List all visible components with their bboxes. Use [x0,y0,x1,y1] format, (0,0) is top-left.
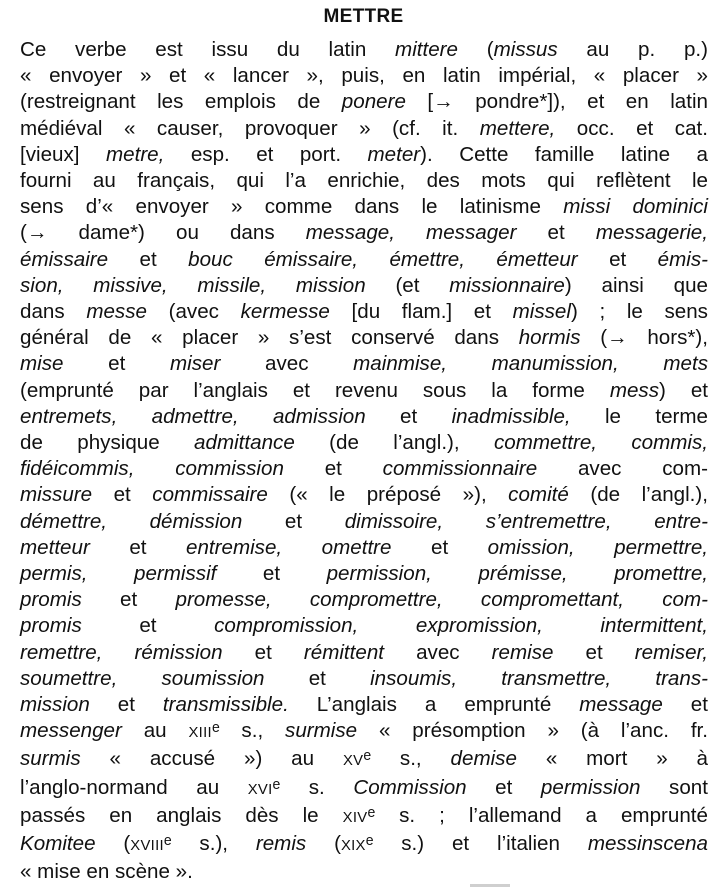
italic-term: hormis [518,326,581,350]
text-segment: « mise en scène ». [20,860,193,884]
text-line [20,194,708,220]
text-line [20,404,708,430]
italic-term: permis, permissif [20,562,217,586]
italic-term: remis [255,832,307,856]
text-segment: (→ hors*), [580,326,708,350]
text-segment: sont [640,775,708,799]
text-segment: et [516,221,596,245]
italic-term: soumettre, soumission [20,666,265,690]
text-segment: ᵉ s. [272,775,354,799]
italic-term: entremise, omettre [186,535,392,559]
text-segment: et [63,352,170,376]
text-line [20,220,708,246]
italic-term: messenger [20,719,122,743]
text-segment: occ. et cat. [555,116,708,140]
text-segment: ( [306,832,341,856]
page-edge-mark [470,884,510,887]
text-line [20,640,708,666]
text-segment: « présomption » (à l’anc. fr. [357,719,708,743]
text-line [20,378,708,404]
text-line [20,509,708,535]
italic-term: émis- [657,247,708,271]
text-line [20,535,708,561]
italic-term: metteur [20,535,90,559]
italic-term: missel [512,300,571,324]
text-segment: « accusé ») au [80,747,343,771]
italic-term: permission, prémisse, promettre, [326,562,708,586]
century-numeral: XVIII [130,838,164,855]
text-segment: (emprunté par l’anglais et revenu sous la forme [20,378,610,402]
text-segment: et [662,693,708,717]
text-line [20,299,708,325]
text-segment: et [222,640,304,664]
italic-term: comité [508,483,569,507]
italic-term: messagerie, [595,221,708,245]
text-line [20,273,708,299]
text-line [20,859,708,885]
text-line [20,482,708,508]
text-line [20,430,708,456]
text-segment: (« le préposé »), [267,483,509,507]
text-segment: (et [365,273,450,297]
italic-term: démettre, démission [20,509,243,533]
text-segment: et [108,247,189,271]
italic-term: émissaire [20,247,109,271]
text-segment: esp. et port. [164,142,368,166]
text-segment: et [577,247,658,271]
text-segment: l’anglo-normand au [20,775,248,799]
century-numeral: XVI [247,781,273,798]
italic-term: Komitee [20,832,96,856]
text-segment: (restreignant les emplois de [20,90,342,114]
italic-term: insoumis, transmettre, trans- [370,666,708,690]
text-line [20,718,708,746]
italic-term: messe [86,300,147,324]
text-line [20,351,708,377]
italic-term: missionnaire [449,273,565,297]
italic-term: surmis [20,747,81,771]
text-segment: « mort » à [516,747,709,771]
text-line [20,692,708,718]
italic-term: Commission [353,775,467,799]
italic-term: omission, permettre, [487,535,709,559]
text-line [20,116,708,142]
text-segment: L’anglais a emprunté [288,693,580,717]
italic-term: remiser, [634,640,708,664]
text-line [20,803,708,831]
italic-term: promis [20,614,82,638]
text-segment: ) et [659,378,708,402]
italic-term: entremets, admettre, admission [20,404,366,428]
text-segment: médiéval « causer, provoquer » (cf. it. [20,116,480,140]
italic-term: remettre, rémission [20,640,223,664]
text-line [20,775,708,803]
text-segment: général de « placer » s’est conservé dans [20,326,519,350]
text-segment: et [391,535,488,559]
text-line [20,89,708,115]
text-line [20,587,708,613]
text-segment: fourni au français, qui l’a enrichie, des mots qui reflètent le [20,169,708,193]
text-segment: et [466,775,541,799]
text-segment: le terme [570,404,708,428]
italic-term: sion, missive, missile, mission [20,273,366,297]
text-segment: et [365,404,452,428]
italic-term: meter [367,142,421,166]
italic-term: transmissible. [162,693,289,717]
italic-term: ponere [341,90,406,114]
italic-term: surmise [285,719,358,743]
italic-term: rémittent [303,640,385,664]
text-segment: et [216,562,327,586]
text-segment: (avec [146,300,241,324]
text-segment: ( [458,38,494,61]
text-line [20,325,708,351]
italic-term: inadmissible, [451,404,571,428]
text-segment: ) ainsi que [564,273,709,297]
italic-term: commissaire [152,483,268,507]
text-segment: « envoyer » et « lancer », puis, en latin impérial, « placer » [20,64,708,88]
text-segment: et [283,457,383,481]
text-segment: ᵉ s. ; l’allemand a emprunté [367,803,708,827]
text-segment: au p. p.) [557,38,708,61]
text-line [20,37,708,63]
italic-term: missus [493,38,558,61]
italic-term: missure [20,483,93,507]
italic-term: compromission, expromission, intermittent, [214,614,708,638]
text-segment: avec [220,352,354,376]
text-segment: et [264,666,371,690]
text-segment: et [553,640,635,664]
italic-term: admittance [194,431,295,455]
text-line [20,142,708,168]
century-numeral: XIV [342,809,368,826]
century-numeral: XIX [340,838,366,855]
italic-term: bouc émissaire, émettre, émetteur [188,247,578,271]
text-segment: [du flam.] et [329,300,513,324]
italic-term: permission [540,775,641,799]
italic-term: kermesse [240,300,330,324]
text-segment: avec [384,640,492,664]
text-segment: ). Cette famille latine a [420,142,708,166]
text-segment: (de l’angl.), [294,431,494,455]
text-line [20,666,708,692]
entry-title: METTRE [323,6,404,27]
italic-term: promesse, compromettre, compromettant, com- [175,588,708,612]
text-segment: dans [20,300,87,324]
italic-term: commissionnaire [382,457,538,481]
italic-term: dimissoire, s’entremettre, entre- [344,509,708,533]
text-line [20,613,708,639]
text-segment: ᵉ s., [363,747,451,771]
italic-term: messinscena [587,832,708,856]
text-segment: (de l’angl.), [568,483,708,507]
text-segment: [vieux] [20,142,106,166]
text-segment: et [92,483,153,507]
text-segment: ) ; le sens [570,300,708,324]
italic-term: message, messager [305,221,517,245]
text-line [20,561,708,587]
italic-term: promis [20,588,82,612]
text-segment: et [242,509,345,533]
italic-term: miser [169,352,221,376]
text-line [20,168,708,194]
italic-term: mission [20,693,90,717]
text-segment: ᵉ s., [211,719,286,743]
italic-term: mess [609,378,660,402]
italic-term: demise [450,747,517,771]
text-segment: [→ pondre*]), et en latin [405,90,708,114]
italic-term: fidéicommis, commission [20,457,284,481]
century-numeral: XV [342,753,364,770]
text-segment: Ce verbe est issu du latin [20,38,396,61]
text-segment: avec com- [537,457,708,481]
italic-term: remise [491,640,554,664]
text-segment: de physique [20,431,195,455]
italic-term: metre, [105,142,165,166]
text-segment: et [81,614,215,638]
text-segment: ( [95,832,131,856]
text-segment: au [121,719,189,743]
text-segment: et [81,588,176,612]
text-segment: passés en anglais dès le [20,803,343,827]
entry-body [20,37,708,886]
text-segment: ᵉ s.) et l’italien [365,832,588,856]
text-line [20,63,708,89]
text-line [20,456,708,482]
text-segment: ᵉ s.), [163,832,256,856]
text-line [20,247,708,273]
text-segment: et [89,535,187,559]
italic-term: mainmise, manumission, mets [353,352,708,376]
century-numeral: XIII [188,725,212,742]
text-segment: et [89,693,163,717]
italic-term: message [579,693,663,717]
italic-term: missi dominici [563,195,708,219]
italic-term: mittere [395,38,458,61]
italic-term: mise [20,352,64,376]
italic-term: commettre, commis, [494,431,708,455]
text-segment: sens d’« envoyer » comme dans le latinisme [20,195,564,219]
text-line [20,831,708,859]
text-segment: (→ dame*) ou dans [20,221,306,245]
italic-term: mettere, [479,116,556,140]
text-line [20,746,708,774]
